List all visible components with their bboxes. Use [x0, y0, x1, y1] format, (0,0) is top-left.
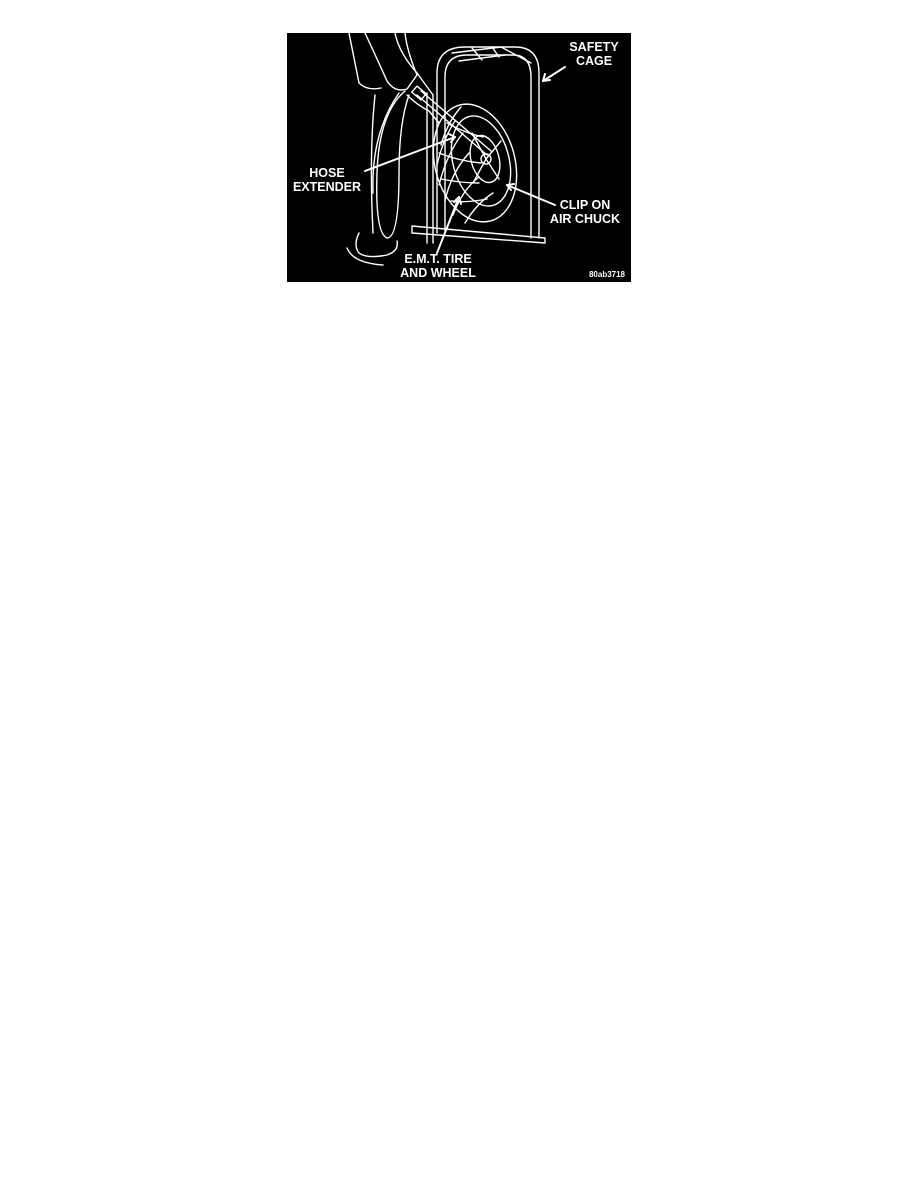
- label-hose-extender-line1: HOSE: [309, 166, 345, 180]
- air-hose: [373, 91, 409, 238]
- label-safety-cage: [563, 40, 625, 68]
- arrow-emt-tire: [437, 197, 459, 253]
- label-safety-cage-line2: CAGE: [575, 54, 613, 68]
- label-hose-extender-line2: EXTENDER: [292, 180, 362, 194]
- arrow-safety-cage: [543, 67, 565, 81]
- label-safety-cage-line1: SAFETY: [569, 40, 619, 54]
- label-emt-tire-line2: AND WHEEL: [400, 266, 476, 280]
- label-emt-tire-line1: E.M.T. TIRE: [404, 252, 472, 266]
- tire-inflation-diagram: [287, 33, 631, 282]
- figure-code: 80ab3718: [588, 270, 625, 279]
- label-clip-on-air-chuck: [540, 198, 630, 226]
- label-emt-tire-and-wheel: [395, 252, 481, 280]
- label-clip-on-line1: CLIP ON: [559, 198, 611, 212]
- label-hose-extender: [288, 166, 366, 194]
- label-clip-on-line2: AIR CHUCK: [549, 212, 621, 226]
- diagram-artwork: [287, 33, 631, 282]
